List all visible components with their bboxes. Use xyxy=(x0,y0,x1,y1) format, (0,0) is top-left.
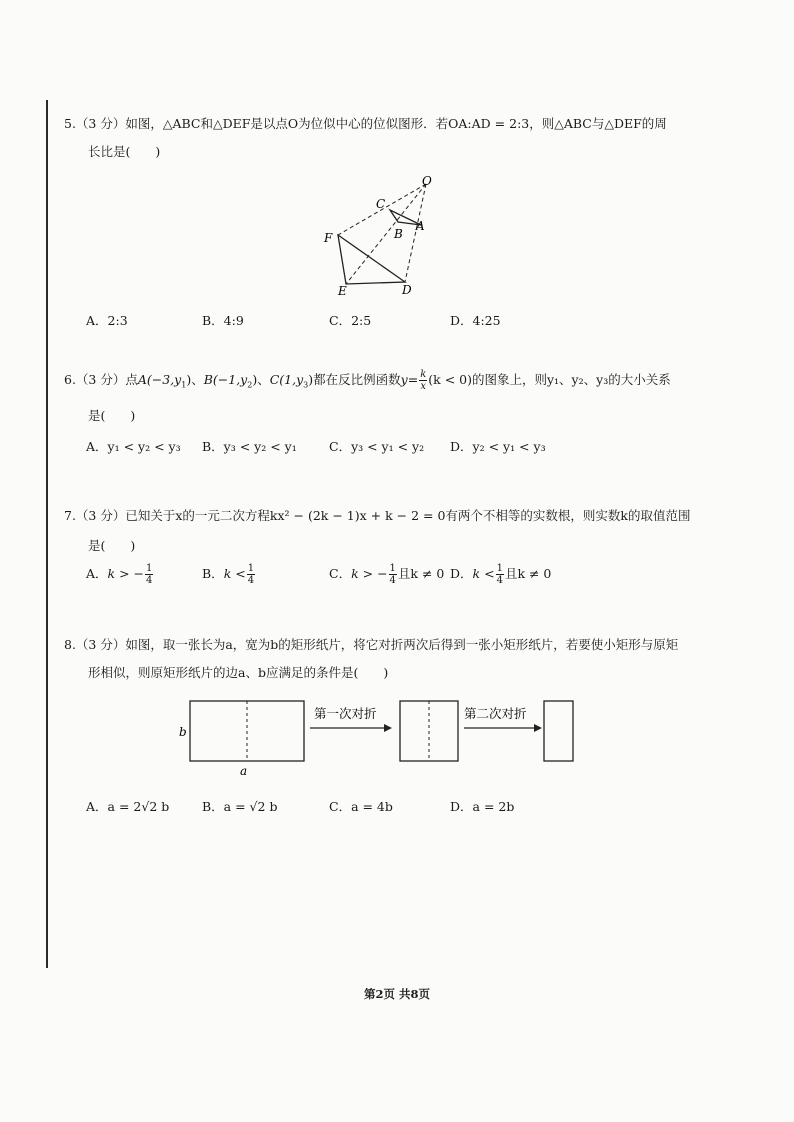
q8-option-a[interactable]: A．a = 2√2 b xyxy=(86,799,170,814)
q5-option-d[interactable]: D．4:25 xyxy=(450,313,501,328)
q6-func-y: y xyxy=(400,372,408,387)
q8-option-c[interactable]: C．a = 4b xyxy=(329,799,393,814)
q8-text-line1: 8.（3 分）如图，取一张长为a，宽为b的矩形纸片，将它对折两次后得到一张小矩形纸片，若要使小矩形与原矩 xyxy=(64,637,679,652)
q6-text-line1: 6.（3 分）点$A(-3,y_1)$、$B(-1,y_2)$、$C(1,y_3)$都在反比例函数y= $\frac{k}{x}$ (k < 0)的图象上，则y₁、y₂、y₃的大小关系 xyxy=(64,369,671,392)
q6-option-a[interactable]: A．y₁ < y₂ < y₃ xyxy=(86,438,181,454)
q8-options xyxy=(64,796,704,826)
q8-option-b[interactable]: B．a = √2 b xyxy=(202,799,278,814)
question-5 xyxy=(64,113,704,163)
question-8 xyxy=(64,634,704,684)
q6-text-line2: 是( ) xyxy=(88,407,136,423)
q6-option-d[interactable]: D．y₂ < y₁ < y₃ xyxy=(450,438,546,454)
q6-point-a: A(−3,y xyxy=(137,372,182,387)
question-6 xyxy=(64,369,704,466)
label-F: F xyxy=(324,231,333,245)
q6-fraction: $\frac{k}{x}$ xyxy=(420,369,427,392)
label-E: E xyxy=(338,284,347,298)
q6-mid-text: 都在反比例函数 xyxy=(313,372,401,387)
q6-condition: (k < 0) xyxy=(428,372,472,387)
label-C: C xyxy=(376,197,386,211)
binding-margin-line xyxy=(46,100,48,968)
q7-option-a[interactable]: A．k > − $\frac{1}{4}$ xyxy=(86,563,153,586)
question-7 xyxy=(64,505,704,597)
label-b: b xyxy=(179,725,187,739)
q6-point-b: B(−1,y xyxy=(203,372,248,387)
q5-option-a[interactable]: A．2:3 xyxy=(86,313,128,328)
q6-tail-text: 的图象上，则y₁、y₂、y₃的大小关系 xyxy=(471,372,671,387)
q7-text-line2: 是( ) xyxy=(88,538,136,553)
fold1-label: 第一次对折 xyxy=(314,706,377,721)
label-A: A xyxy=(416,219,425,233)
q5-similar-triangles-figure xyxy=(318,172,448,298)
q6-option-c[interactable]: C．y₃ < y₁ < y₂ xyxy=(329,438,425,454)
q5-text-line1: 5.（3 分）如图，△ABC和△DEF是以点O为位似中心的位似图形．若OA:AD = 2:3，则△ABC与△DEF的周 xyxy=(64,116,667,131)
q5-text-line2: 长比是( ) xyxy=(88,144,161,159)
q8-option-d[interactable]: D．a = 2b xyxy=(450,799,515,814)
q7-option-c[interactable]: C．k > − $\frac{1}{4}$ 且k ≠ 0 xyxy=(329,563,445,586)
label-O: O xyxy=(422,174,432,188)
q8-folding-figure xyxy=(172,696,582,780)
q5-options xyxy=(64,310,704,340)
q7-option-d[interactable]: D．k < $\frac{1}{4}$ 且k ≠ 0 xyxy=(450,563,552,586)
label-D: D xyxy=(402,283,412,297)
fold2-label: 第二次对折 xyxy=(464,706,527,721)
page-footer: 第2页 共8页 xyxy=(363,987,430,1001)
q6-number: 6.（3 分）点 xyxy=(64,372,138,387)
q5-option-b[interactable]: B．4:9 xyxy=(202,313,244,328)
label-a: a xyxy=(240,764,248,778)
q6-option-b[interactable]: B．y₃ < y₂ < y₁ xyxy=(202,438,297,454)
q5-option-c[interactable]: C．2:5 xyxy=(329,313,372,328)
q6-point-c: C(1,y xyxy=(269,372,304,387)
label-B: B xyxy=(394,227,403,241)
q8-text-line2: 形相似，则原矩形纸片的边a、b应满足的条件是( ) xyxy=(88,665,389,680)
q7-text-line1: 7.（3 分）已知关于x的一元二次方程kx² − (2k − 1)x + k − 2 = 0有两个不相等的实数根，则实数k的取值范围 xyxy=(64,508,691,523)
q7-option-b[interactable]: B．k < $\frac{1}{4}$ xyxy=(202,563,255,586)
